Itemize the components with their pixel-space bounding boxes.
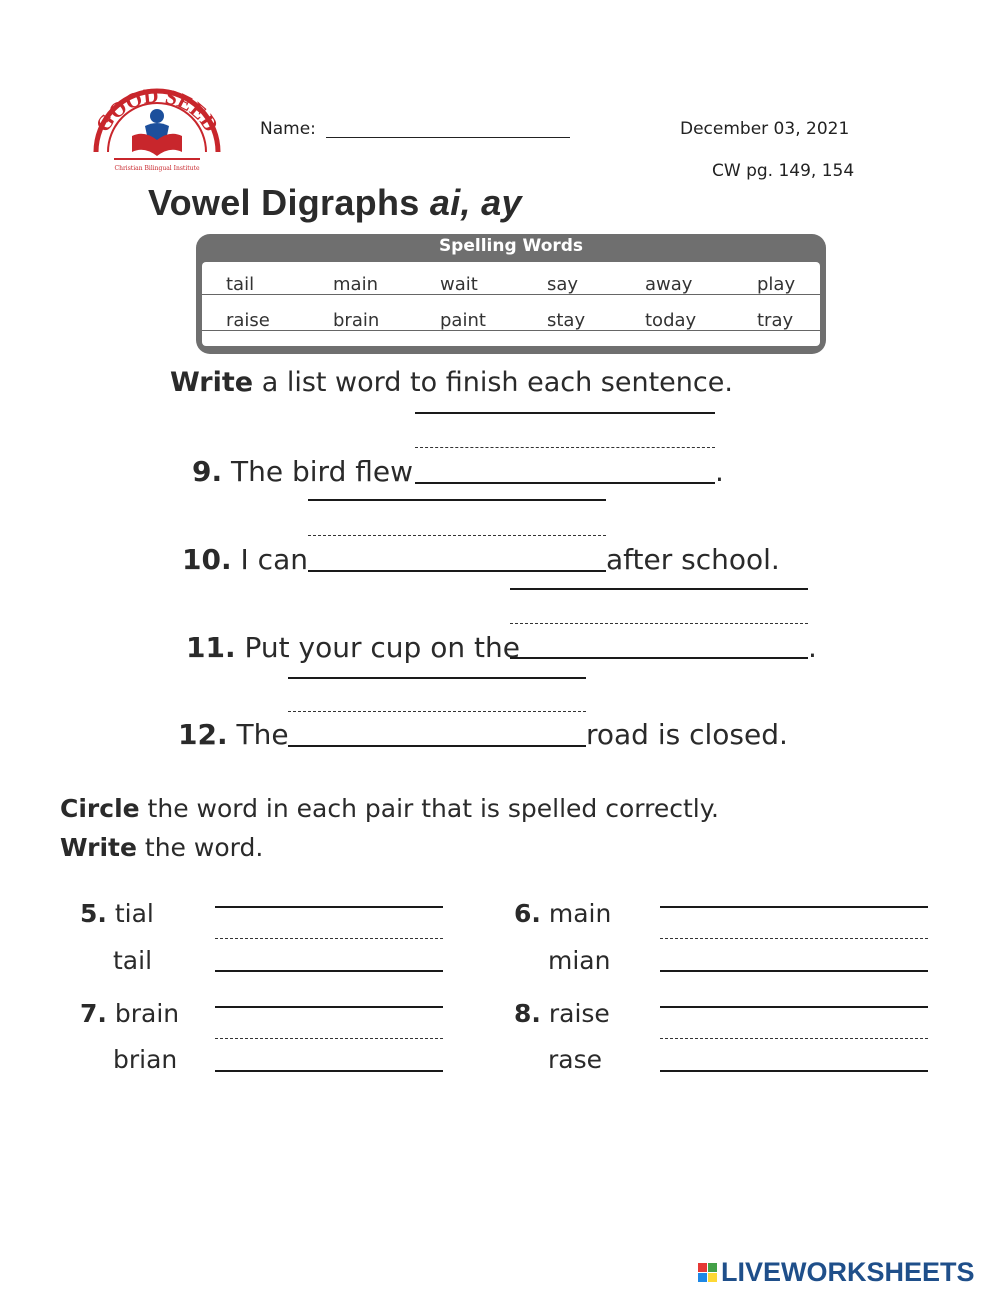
word-pair-6: [514, 899, 611, 928]
answer-guide-line: [288, 677, 586, 679]
answer-guide-dashes: [215, 938, 443, 939]
name-label: Name:: [260, 119, 316, 139]
word-pair-8: [514, 999, 610, 1028]
answer-guide-line: [660, 1006, 928, 1008]
pair-option[interactable]: tial: [114, 899, 154, 928]
spelling-word: away: [645, 274, 693, 295]
answer-guide-line: [415, 412, 715, 414]
word-pair-7: [80, 999, 179, 1028]
logo-name: GOOD SEED: [90, 83, 224, 137]
answer-guide-dashes: [308, 535, 606, 536]
pair-option[interactable]: brian: [113, 1045, 178, 1074]
answer-field-7[interactable]: [215, 1070, 443, 1072]
sentence-11-start: [186, 631, 520, 664]
spelling-word: wait: [440, 274, 478, 295]
spelling-rule: [202, 294, 820, 295]
sentence-12-start: [178, 718, 289, 751]
answer-field-5[interactable]: [215, 970, 443, 972]
answer-guide-line: [215, 1006, 443, 1008]
answer-guide-dashes: [215, 1038, 443, 1039]
pair-option[interactable]: rase: [548, 1045, 603, 1074]
pair-option[interactable]: main: [548, 899, 612, 928]
word-pair-5: [80, 899, 154, 928]
spelling-rule: [202, 330, 820, 331]
instruction-verb: Circle: [60, 794, 140, 823]
answer-field-8[interactable]: [660, 1070, 928, 1072]
sentence-number: 12.: [178, 718, 228, 751]
pair-option[interactable]: brain: [114, 999, 180, 1028]
section2-instructions-line1: [60, 794, 719, 823]
sentence-text: The bird flew: [222, 455, 414, 488]
sentence-11-end: .: [808, 631, 817, 664]
pair-number: 7.: [80, 999, 107, 1028]
logo-caption: Christian Bilingual Institute: [114, 165, 200, 172]
spelling-word: raise: [226, 310, 270, 331]
spelling-word: today: [645, 310, 697, 331]
instruction-text: the word in each pair that is spelled correctly.: [139, 794, 719, 823]
spelling-word: main: [333, 274, 378, 295]
sentence-9-end: .: [715, 455, 724, 488]
sentence-text: I can: [231, 543, 308, 576]
instruction-text: the word.: [136, 833, 264, 862]
name-field[interactable]: [326, 137, 570, 138]
pair-option[interactable]: raise: [548, 999, 610, 1028]
answer-field-6[interactable]: [660, 970, 928, 972]
spelling-word: play: [757, 274, 796, 295]
answer-field-10[interactable]: [308, 570, 606, 572]
instruction-verb: Write: [170, 367, 254, 398]
sentence-12-end: road is closed.: [586, 718, 788, 751]
answer-guide-line: [510, 588, 808, 590]
title-main: Vowel Digraphs: [148, 182, 430, 223]
date: December 03, 2021: [680, 119, 850, 139]
instruction-verb: Write: [60, 833, 137, 862]
answer-guide-dashes: [415, 447, 715, 448]
spelling-words-panel: [202, 262, 820, 346]
pair-number: 6.: [514, 899, 541, 928]
spelling-word: tail: [226, 274, 255, 295]
spelling-word: tray: [757, 310, 794, 331]
brand-wordmark: LIVEWORKSHEETS: [721, 1257, 975, 1287]
spelling-word: paint: [440, 310, 486, 331]
sentence-text: Put your cup on the: [235, 631, 520, 664]
answer-guide-dashes: [660, 938, 928, 939]
sentence-10-end: after school.: [606, 543, 780, 576]
spelling-word: brain: [333, 310, 380, 331]
answer-guide-line: [660, 906, 928, 908]
sentence-number: 10.: [182, 543, 232, 576]
spelling-word: say: [547, 274, 579, 295]
answer-field-9[interactable]: [415, 482, 715, 484]
section1-instructions: [170, 367, 733, 398]
page-title: [148, 182, 522, 224]
instruction-text: a list word to finish each sentence.: [253, 367, 733, 398]
answer-guide-line: [308, 499, 606, 501]
sentence-number: 11.: [186, 631, 236, 664]
section2-instructions-line2: [60, 833, 263, 862]
liveworksheets-icon: [698, 1263, 717, 1282]
pair-number: 8.: [514, 999, 541, 1028]
sentence-number: 9.: [192, 455, 223, 488]
pair-option[interactable]: tail: [113, 946, 153, 975]
answer-field-12[interactable]: [288, 745, 586, 747]
answer-guide-dashes: [660, 1038, 928, 1039]
page-reference: CW pg. 149, 154: [712, 161, 855, 181]
pair-option[interactable]: mian: [548, 946, 611, 975]
school-logo: [86, 70, 228, 180]
answer-guide-dashes: [288, 711, 586, 712]
sentence-9-start: [192, 455, 413, 488]
spelling-word: stay: [547, 310, 586, 331]
answer-guide-dashes: [510, 623, 808, 624]
spelling-words-title: Spelling Words: [438, 236, 584, 256]
answer-guide-line: [215, 906, 443, 908]
answer-field-11[interactable]: [510, 657, 808, 659]
title-digraphs: ai, ay: [429, 182, 522, 223]
sentence-text: The: [227, 718, 289, 751]
sentence-10-start: [182, 543, 308, 576]
pair-number: 5.: [80, 899, 107, 928]
liveworksheets-brand[interactable]: [698, 1257, 975, 1288]
